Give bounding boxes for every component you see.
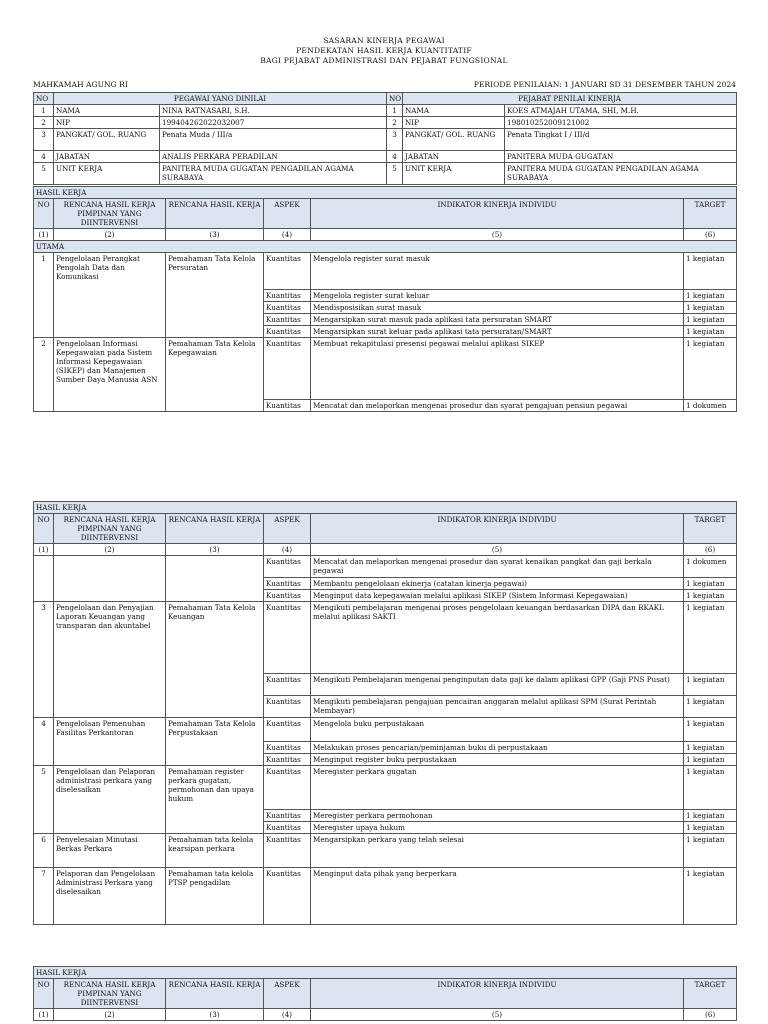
aspek-cell: Kuantitas xyxy=(264,742,311,754)
indikator-cell: Mengelola buku perpustakaan xyxy=(311,718,684,742)
rencana-hasil-kerja: Pemahaman tata kelola PTSP pengadilan xyxy=(166,868,264,925)
ident-no: 4 xyxy=(387,151,403,163)
indikator-cell: Mencatat dan melaporkan mengenai prosedur dan syarat pengajuan pensiun pegawai xyxy=(311,400,684,412)
hasil-kerja-title: HASIL KERJA xyxy=(34,502,737,514)
hk-title-row xyxy=(34,967,737,979)
row-no: 5 xyxy=(34,766,54,834)
col-header: TARGET xyxy=(684,979,737,1009)
col-header: NO xyxy=(34,514,54,544)
ident-no: 2 xyxy=(387,117,403,129)
ident-label: NAMA xyxy=(403,105,505,117)
col-header: TARGET xyxy=(684,514,737,544)
identity-table xyxy=(33,92,737,185)
target-cell: 1 kegiatan xyxy=(684,253,737,290)
utama-label: UTAMA xyxy=(34,241,737,253)
ident-no-header-2: NO xyxy=(387,93,403,105)
col-number: (3) xyxy=(166,544,264,556)
ident-label: UNIT KERJA xyxy=(403,163,505,185)
rencana-hasil-kerja: Pemahaman Tata Kelola Persuratan xyxy=(166,253,264,338)
hk-number-row xyxy=(34,544,737,556)
hk-number-row xyxy=(34,229,737,241)
aspek-cell: Kuantitas xyxy=(264,834,311,868)
aspek-cell: Kuantitas xyxy=(264,578,311,590)
penilai-value: 198010252009121002 xyxy=(505,117,737,129)
target-cell: 1 kegiatan xyxy=(684,290,737,302)
col-number: (5) xyxy=(311,229,684,241)
indikator-cell: Mendisposisikan surat masuk xyxy=(311,302,684,314)
aspek-cell: Kuantitas xyxy=(264,314,311,326)
col-number: (6) xyxy=(684,229,737,241)
pegawai-value: ANALIS PERKARA PERADILAN xyxy=(160,151,387,163)
target-cell: 1 kegiatan xyxy=(684,590,737,602)
table-row xyxy=(34,834,737,868)
indikator-cell: Mengelola register surat masuk xyxy=(311,253,684,290)
indikator-cell: Mengikuti pembelajaran pengajuan pencairan anggaran melalui aplikasi SPM (Surat Perintah Membayar) xyxy=(311,696,684,718)
indikator-cell: Meregister upaya hukum xyxy=(311,822,684,834)
target-cell: 1 dokumen xyxy=(684,400,737,412)
rencana-hasil-kerja: Pemahaman Tata Kelola Keuangan xyxy=(166,602,264,718)
table-row xyxy=(34,718,737,742)
col-header: TARGET xyxy=(684,199,737,229)
target-cell: 1 kegiatan xyxy=(684,742,737,754)
aspek-cell: Kuantitas xyxy=(264,253,311,290)
row-no: 6 xyxy=(34,834,54,868)
rencana-pimpinan: Pengelolaan Informasi Kepegawaian pada Sistem Informasi Kepegawaian (SIKEP) dan Manajemen Sumber Daya Manusia ASN xyxy=(54,338,166,412)
ident-row xyxy=(34,105,737,117)
col-number: (2) xyxy=(54,1009,166,1021)
col-number: (4) xyxy=(264,544,311,556)
rencana-hasil-kerja: Pemahaman register perkara gugatan, permohonan dan upaya hukum xyxy=(166,766,264,834)
col-number: (1) xyxy=(34,1009,54,1021)
col-header: ASPEK xyxy=(264,199,311,229)
rencana-pimpinan: Pelaporan dan Pengelolaan Administrasi Perkara yang diselesaikan xyxy=(54,868,166,925)
aspek-cell: Kuantitas xyxy=(264,556,311,578)
rencana-pimpinan: Penyelesaian Minutasi Berkas Perkara xyxy=(54,834,166,868)
target-cell: 1 dokumen xyxy=(684,556,737,578)
ident-label: PANGKAT/ GOL. RUANG xyxy=(403,129,505,151)
aspek-cell: Kuantitas xyxy=(264,326,311,338)
col-header: RENCANA HASIL KERJA PIMPINAN YANG DIINTERVENSI xyxy=(54,979,166,1009)
indikator-cell: Mencatat dan melaporkan mengenai prosedur dan syarat kenaikan pangkat dan gaji berkala pegawai xyxy=(311,556,684,578)
hasil-kerja-table-3 xyxy=(33,966,737,1021)
col-header: NO xyxy=(34,979,54,1009)
aspek-cell: Kuantitas xyxy=(264,590,311,602)
ident-row xyxy=(34,117,737,129)
rencana-pimpinan: Pengelolaan dan Penyajian Laporan Keuangan yang transparan dan akuntabel xyxy=(54,602,166,718)
col-number: (4) xyxy=(264,1009,311,1021)
rencana-hasil-kerja: Pemahaman Tata Kelola Perpustakaan xyxy=(166,718,264,766)
ident-no: 3 xyxy=(34,129,54,151)
aspek-cell: Kuantitas xyxy=(264,302,311,314)
indikator-cell: Meregister perkara gugatan xyxy=(311,766,684,810)
col-number: (1) xyxy=(34,544,54,556)
ident-label: NAMA xyxy=(54,105,160,117)
hk-header-row xyxy=(34,199,737,229)
hasil-kerja-title: HASIL KERJA xyxy=(34,967,737,979)
hk-header-row xyxy=(34,514,737,544)
penilai-value: KOES ATMAJAH UTAMA, SHI, M.H. xyxy=(505,105,737,117)
ident-label: UNIT KERJA xyxy=(54,163,160,185)
col-header: RENCANA HASIL KERJA PIMPINAN YANG DIINTERVENSI xyxy=(54,199,166,229)
ident-no: 1 xyxy=(387,105,403,117)
rencana-pimpinan: Pengelolaan Perangkat Pengolah Data dan Komunikasi xyxy=(54,253,166,338)
hasil-kerja-table-1 xyxy=(33,186,737,412)
aspek-cell: Kuantitas xyxy=(264,338,311,400)
doc-title-1: SASARAN KINERJA PEGAWAI xyxy=(323,36,445,45)
ident-no: 5 xyxy=(34,163,54,185)
pegawai-value: 199404262022032007 xyxy=(160,117,387,129)
col-header: INDIKATOR KINERJA INDIVIDU xyxy=(311,979,684,1009)
rencana-hasil-kerja: Pemahaman tata kelola kearsipan perkara xyxy=(166,834,264,868)
ident-label: NIP xyxy=(54,117,160,129)
ident-label: JABATAN xyxy=(403,151,505,163)
col-header: RENCANA HASIL KERJA PIMPINAN YANG DIINTERVENSI xyxy=(54,514,166,544)
col-header: NO xyxy=(34,199,54,229)
table-row xyxy=(34,338,737,400)
rencana-pimpinan: Pengelolaan Pemenuhan Fasilitas Perkantoran xyxy=(54,718,166,766)
hk-title-row xyxy=(34,502,737,514)
col-header: RENCANA HASIL KERJA xyxy=(166,979,264,1009)
aspek-cell: Kuantitas xyxy=(264,674,311,696)
ident-no: 4 xyxy=(34,151,54,163)
table-row xyxy=(34,868,737,925)
aspek-cell: Kuantitas xyxy=(264,868,311,925)
table-row xyxy=(34,556,737,578)
row-no: 1 xyxy=(34,253,54,338)
period-label: PERIODE PENILAIAN: 1 JANUARI SD 31 DESEMBER TAHUN 2024 xyxy=(473,80,736,89)
hk-number-row xyxy=(34,1009,737,1021)
target-cell: 1 kegiatan xyxy=(684,810,737,822)
ident-row xyxy=(34,151,737,163)
col-number: (6) xyxy=(684,1009,737,1021)
target-cell: 1 kegiatan xyxy=(684,868,737,925)
col-number: (2) xyxy=(54,544,166,556)
target-cell: 1 kegiatan xyxy=(684,754,737,766)
penilai-header: PEJABAT PENILAI KINERJA xyxy=(403,93,737,105)
table-row xyxy=(34,602,737,674)
row-no: 2 xyxy=(34,338,54,412)
rencana-pimpinan xyxy=(54,556,166,602)
target-cell: 1 kegiatan xyxy=(684,302,737,314)
target-cell: 1 kegiatan xyxy=(684,314,737,326)
col-number: (6) xyxy=(684,544,737,556)
utama-row xyxy=(34,241,737,253)
penilai-value: Penata Tingkat I / III/d xyxy=(505,129,737,151)
pegawai-header: PEGAWAI YANG DINILAI xyxy=(54,93,387,105)
row-no: 3 xyxy=(34,602,54,718)
target-cell: 1 kegiatan xyxy=(684,822,737,834)
hasil-kerja-table-2 xyxy=(33,501,737,925)
pegawai-value: NINA RATNASARI, S.H. xyxy=(160,105,387,117)
col-number: (5) xyxy=(311,544,684,556)
indikator-cell: Mengarsipkan perkara yang telah selesai xyxy=(311,834,684,868)
ident-row xyxy=(34,129,737,151)
rencana-pimpinan: Pengelolaan dan Pelaporan administrasi perkara yang diselesaikan xyxy=(54,766,166,834)
indikator-cell: Menginput data pihak yang berperkara xyxy=(311,868,684,925)
col-number: (3) xyxy=(166,1009,264,1021)
aspek-cell: Kuantitas xyxy=(264,810,311,822)
indikator-cell: Mengarsipkan surat keluar pada aplikasi tata persuratan/SMART xyxy=(311,326,684,338)
indikator-cell: Mengikuti pembelajaran mengenai proses pengelolaan keuangan berdasarkan DIPA dan RKAKL melalui aplikasi SAKTI xyxy=(311,602,684,674)
target-cell: 1 kegiatan xyxy=(684,338,737,400)
pegawai-value: Penata Muda / III/a xyxy=(160,129,387,151)
indikator-cell: Mengelola register surat keluar xyxy=(311,290,684,302)
table-row xyxy=(34,253,737,290)
aspek-cell: Kuantitas xyxy=(264,400,311,412)
ident-no: 3 xyxy=(387,129,403,151)
row-no: 7 xyxy=(34,868,54,925)
indikator-cell: Menginput data kepegawaian melalui aplikasi SIKEP (Sistem Informasi Kepegawaian) xyxy=(311,590,684,602)
row-no xyxy=(34,556,54,602)
ident-label: JABATAN xyxy=(54,151,160,163)
ident-no: 1 xyxy=(34,105,54,117)
col-header: ASPEK xyxy=(264,514,311,544)
hasil-kerja-title: HASIL KERJA xyxy=(34,187,737,199)
rencana-hasil-kerja xyxy=(166,556,264,602)
target-cell: 1 kegiatan xyxy=(684,326,737,338)
col-header: INDIKATOR KINERJA INDIVIDU xyxy=(311,199,684,229)
penilai-value: PANITERA MUDA GUGATAN PENGADILAN AGAMA SURABAYA xyxy=(505,163,737,185)
col-number: (4) xyxy=(264,229,311,241)
indikator-cell: Membuat rekapitulasi presensi pegawai melalui aplikasi SIKEP xyxy=(311,338,684,400)
hk-title-row xyxy=(34,187,737,199)
target-cell: 1 kegiatan xyxy=(684,766,737,810)
indikator-cell: Mengikuti Pembelajaran mengenai penginputan data gaji ke dalam aplikasi GPP (Gaji PNS Pusat) xyxy=(311,674,684,696)
rencana-hasil-kerja: Pemahaman Tata Kelola Kepegawaian xyxy=(166,338,264,412)
target-cell: 1 kegiatan xyxy=(684,602,737,674)
aspek-cell: Kuantitas xyxy=(264,290,311,302)
target-cell: 1 kegiatan xyxy=(684,674,737,696)
ident-no: 5 xyxy=(387,163,403,185)
indikator-cell: Melakukan proses pencarian/peminjaman buku di perpustakaan xyxy=(311,742,684,754)
aspek-cell: Kuantitas xyxy=(264,754,311,766)
ident-row xyxy=(34,163,737,185)
penilai-value: PANITERA MUDA GUGATAN xyxy=(505,151,737,163)
ident-no-header: NO xyxy=(34,93,54,105)
col-header: RENCANA HASIL KERJA xyxy=(166,514,264,544)
doc-title-3: BAGI PEJABAT ADMINISTRASI DAN PEJABAT FUNGSIONAL xyxy=(260,56,508,65)
target-cell: 1 kegiatan xyxy=(684,718,737,742)
pegawai-value: PANITERA MUDA GUGATAN PENGADILAN AGAMA SURABAYA xyxy=(160,163,387,185)
target-cell: 1 kegiatan xyxy=(684,578,737,590)
doc-title-2: PENDEKATAN HASIL KERJA KUANTITATIF xyxy=(296,46,472,55)
ident-label: NIP xyxy=(403,117,505,129)
col-number: (2) xyxy=(54,229,166,241)
target-cell: 1 kegiatan xyxy=(684,834,737,868)
col-header: RENCANA HASIL KERJA xyxy=(166,199,264,229)
indikator-cell: Meregister perkara permohonan xyxy=(311,810,684,822)
target-cell: 1 kegiatan xyxy=(684,696,737,718)
indikator-cell: Menginput register buku perpustakaan xyxy=(311,754,684,766)
row-no: 4 xyxy=(34,718,54,766)
org-name: MAHKAMAH AGUNG RI xyxy=(33,80,128,89)
indikator-cell: Mengarsipkan surat masuk pada aplikasi tata persuratan SMART xyxy=(311,314,684,326)
col-header: ASPEK xyxy=(264,979,311,1009)
table-row xyxy=(34,766,737,810)
col-number: (5) xyxy=(311,1009,684,1021)
aspek-cell: Kuantitas xyxy=(264,602,311,674)
ident-label: PANGKAT/ GOL. RUANG xyxy=(54,129,160,151)
col-number: (3) xyxy=(166,229,264,241)
aspek-cell: Kuantitas xyxy=(264,822,311,834)
hk-header-row xyxy=(34,979,737,1009)
col-header: INDIKATOR KINERJA INDIVIDU xyxy=(311,514,684,544)
indikator-cell: Membantu pengelolaan ekinerja (catatan kinerja pegawai) xyxy=(311,578,684,590)
aspek-cell: Kuantitas xyxy=(264,696,311,718)
ident-no: 2 xyxy=(34,117,54,129)
col-number: (1) xyxy=(34,229,54,241)
aspek-cell: Kuantitas xyxy=(264,718,311,742)
aspek-cell: Kuantitas xyxy=(264,766,311,810)
